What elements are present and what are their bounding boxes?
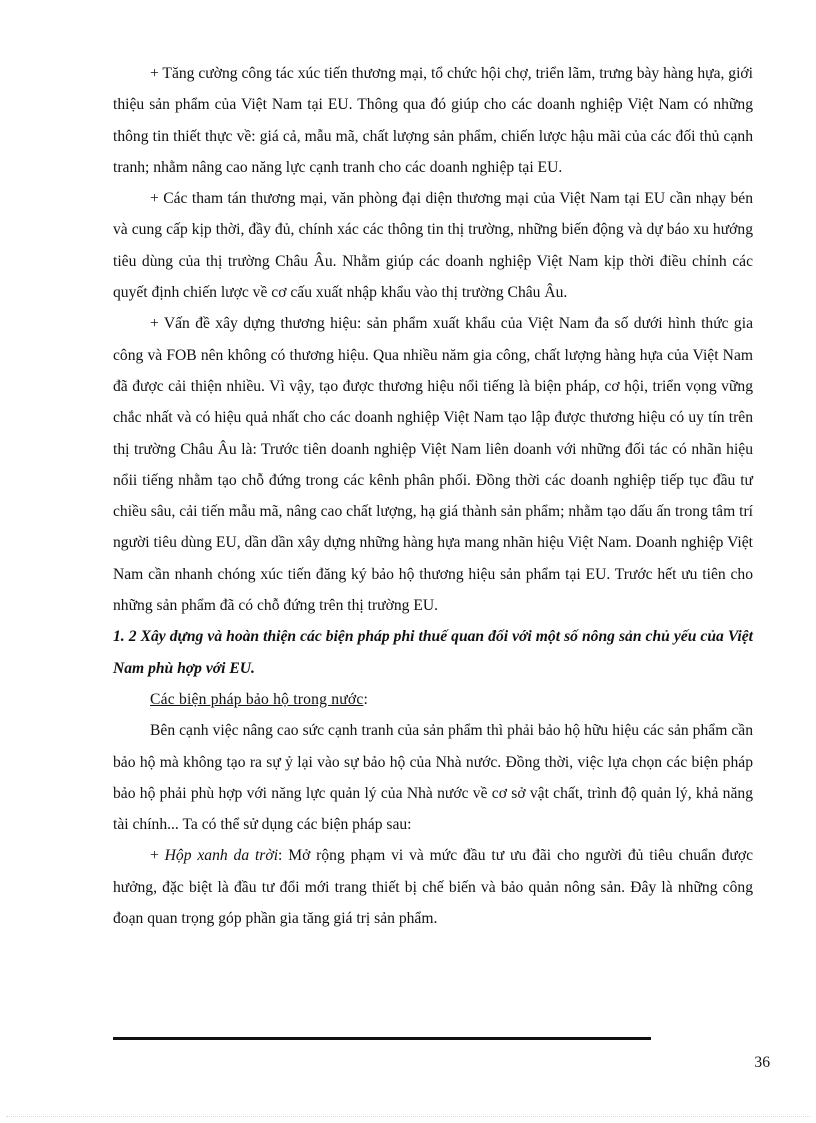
paragraph-trade-promotion: + Tăng cường công tác xúc tiến thương mại, tổ chức hội chợ, triển lãm, trưng bày hàng hựa, giới thiệu sản phẩm của Việt Nam tại EU. Thông qua đó giúp cho các doanh nghiệp Việt Nam có những thông tin thiết thực về: giá cả, mẫu mã, chất lượng sản phẩm, chiến lược hậu mãi của các đối thủ cạnh tranh; nhằm nâng cao năng lực cạnh tranh cho các doanh nghiệp tại EU.: [113, 65, 753, 176]
blue-box-description: : Mở rộng phạm vi và mức đầu tư ưu đãi cho người đủ tiêu chuẩn được hưởng, đặc biệt là đầu tư đổi mới trang thiết bị chế biến và bảo quản nông sản. Đây là những công đoạn quan trọng góp phần gia tăng giá trị sản phẩm.: [113, 847, 754, 928]
section-heading: 1. 2 Xây dựng và hoàn thiện các biện pháp phi thuế quan đối với một số nông sản chủ yếu của Việt Nam phù hợp với EU.: [113, 628, 753, 677]
paragraph-blue-box: [113, 840, 753, 934]
paragraph-commercial-counselors: + Các tham tán thương mại, văn phòng đại diện thương mại của Việt Nam tại EU cần nhạy bén và cung cấp kịp thời, đầy đủ, chính xác các thông tin thị trường, những biến động và dự báo xu hướng tiêu dùng của thị trường Châu Âu. Nhằm giúp các doanh nghiệp Việt Nam kịp thời điều chỉnh các quyết định chiến lược về cơ cấu xuất nhập khẩu vào thị trường Châu Âu.: [113, 190, 753, 302]
paragraph-domestic-protection: Bên cạnh việc nâng cao sức cạnh tranh của sản phẩm thì phải bảo hộ hữu hiệu các sản phẩm cần bảo hộ mà không tạo ra sự ỷ lại vào sự bảo hộ của Nhà nước. Đồng thời, việc lựa chọn các biện pháp bảo hộ phải phù hợp với năng lực quản lý của Nhà nước về cơ sở vật chất, trình độ quản lý, khả năng tài chính... Ta có thể sử dụng các biện pháp sau:: [113, 722, 753, 834]
page-bottom-dotted-edge: [6, 1116, 810, 1117]
paragraph-brand-building: + Vấn đề xây dựng thương hiệu: sản phẩm xuất khẩu của Việt Nam đa số dưới hình thức gia công và FOB nên không có thương hiệu. Qua nhiều năm gia công, chất lượng hàng hựa của Việt Nam đã được cải thiện nhiều. Vì vậy, tạo được thương hiệu nổi tiếng là biện pháp, cơ hội, triển vọng vững chắc nhất và có hiệu quả nhất cho các doanh nghiệp Việt Nam tạo lập được thương hiệu có uy tín trên thị trường Châu Âu là: Trước tiên doanh nghiệp Việt Nam liên doanh với những đối tác có nhãn hiệu nổii tiếng nhằm tạo chỗ đứng trong các kênh phân phối. Đồng thời các doanh nghiệp tiếp tục đầu tư chiều sâu, cải tiến mẫu mã, nâng cao chất lượng, hạ giá thành sản phẩm; nhằm tạo dấu ấn trong tâm trí người tiêu dùng EU, dần dần xây dựng những hàng hựa mang nhãn hiệu Việt Nam. Doanh nghiệp Việt Nam cần nhanh chóng xúc tiến đăng ký bảo hộ thương hiệu sản phẩm tại EU. Trước hết ưu tiên cho những sản phẩm đã có chỗ đứng trên thị trường EU.: [113, 315, 753, 615]
footer-rule: [113, 1037, 651, 1040]
page-number: 36: [754, 1054, 770, 1071]
bullet-prefix: +: [150, 847, 165, 865]
blue-box-term: Hộp xanh da trời: [164, 847, 279, 865]
subsection-title: Các biện pháp bảo hộ trong nước: [150, 690, 364, 708]
subsection-colon: :: [363, 690, 368, 708]
subsection-heading: [113, 684, 753, 715]
document-body: [113, 58, 753, 934]
